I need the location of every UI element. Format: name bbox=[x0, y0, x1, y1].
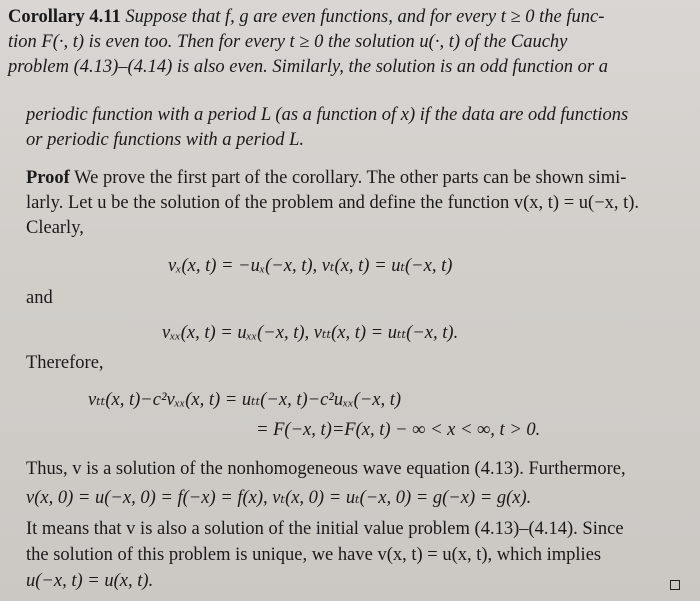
corollary-heading: Corollary 4.11 bbox=[8, 7, 121, 27]
equation-wave-check-line-2: = F(−x, t)=F(x, t) − ∞ < x < ∞, t > 0. bbox=[256, 420, 541, 440]
equation-first-derivatives: vₓ(x, t) = −uₓ(−x, t), vₜ(x, t) = uₜ(−x, t) bbox=[168, 256, 453, 276]
corollary-line-1: Corollary 4.11 Suppose that f, g are even functions, and for every t ≥ 0 the func- bbox=[8, 7, 605, 27]
thus-line-1: Thus, v is a solution of the nonhomogeneous wave equation (4.13). Furthermore, bbox=[26, 459, 626, 479]
thus-line-4: the solution of this problem is unique, we have v(x, t) = u(x, t), which implies bbox=[26, 545, 602, 565]
proof-line-2: larly. Let u be the solution of the problem and define the function v(x, t) = u(−x, t). bbox=[26, 193, 640, 213]
equation-second-derivatives: vₓₓ(x, t) = uₓₓ(−x, t), vₜₜ(x, t) = uₜₜ(−x, t). bbox=[162, 323, 459, 343]
proof-heading: Proof bbox=[26, 168, 70, 188]
corollary-line-2: tion F(·, t) is even too. Then for every t ≥ 0 the solution u(·, t) of the Cauchy bbox=[8, 32, 568, 52]
thus-line-3: It means that v is also a solution of the initial value problem (4.13)–(4.14). Since bbox=[26, 519, 624, 539]
therefore-text: Therefore, bbox=[26, 353, 104, 373]
corollary-line-4: periodic function with a period L (as a function of x) if the data are odd functions bbox=[26, 105, 629, 125]
corollary-line-5: or periodic functions with a period L. bbox=[26, 130, 305, 150]
equation-wave-check-line-1: vₜₜ(x, t)−c²vₓₓ(x, t) = uₜₜ(−x, t)−c²uₓₓ(−x, t) bbox=[88, 390, 402, 410]
proof-line-1: Proof We prove the first part of the corollary. The other parts can be shown simi- bbox=[26, 168, 627, 188]
corollary-line-3: problem (4.13)–(4.14) is also even. Similarly, the solution is an odd function or a bbox=[8, 57, 609, 77]
proof-line-3: Clearly, bbox=[26, 218, 84, 238]
thus-line-5: u(−x, t) = u(x, t). bbox=[26, 571, 154, 591]
thus-line-2-initial-conditions: v(x, 0) = u(−x, 0) = f(−x) = f(x), vₜ(x, 0) = uₜ(−x, 0) = g(−x) = g(x). bbox=[26, 488, 532, 508]
and-text: and bbox=[26, 288, 53, 308]
qed-box-icon bbox=[670, 580, 680, 590]
